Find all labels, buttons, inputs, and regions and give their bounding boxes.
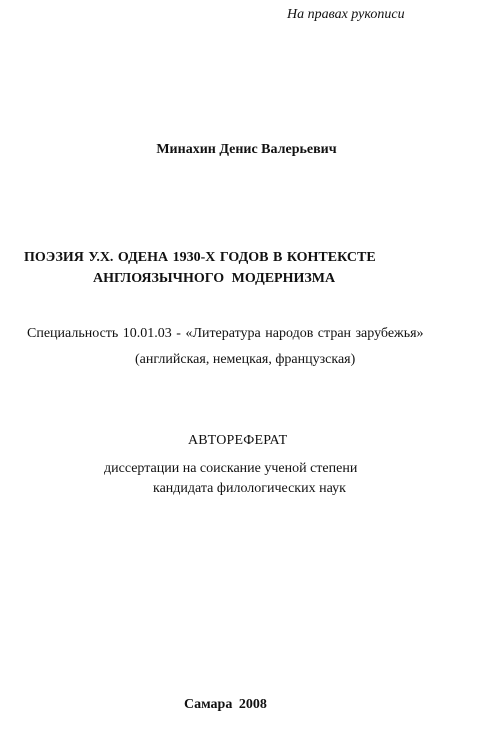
document-type: АВТОРЕФЕРАТ bbox=[188, 433, 288, 448]
rights-note: На правах рукописи bbox=[287, 7, 405, 22]
title-line-1: ПОЭЗИЯ У.Х. ОДЕНА 1930-Х ГОДОВ В КОНТЕКСТЕ bbox=[24, 250, 376, 265]
specialty-line-1: Специальность 10.01.03 - «Литература народов стран зарубежья» bbox=[27, 326, 424, 341]
author-name: Минахин Денис Валерьевич bbox=[156, 142, 337, 157]
document-description-line-1: диссертации на соискание ученой степени bbox=[104, 461, 358, 476]
title-line-2: АНГЛОЯЗЫЧНОГО МОДЕРНИЗМА bbox=[93, 271, 336, 286]
place-and-year: Самара 2008 bbox=[184, 697, 267, 712]
specialty-line-2: (английская, немецкая, французская) bbox=[135, 352, 356, 367]
document-description-line-2: кандидата филологических наук bbox=[153, 481, 346, 496]
